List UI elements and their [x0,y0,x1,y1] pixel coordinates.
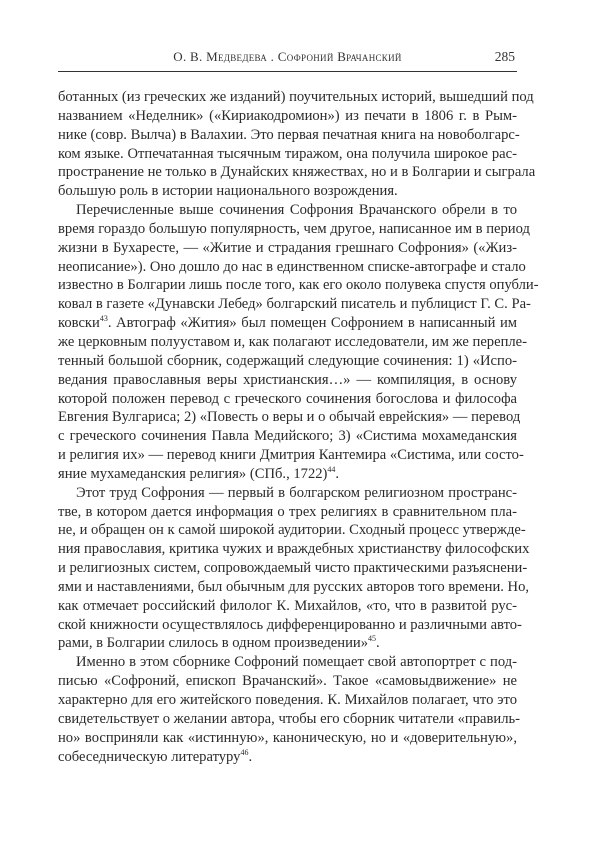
footnote-ref: 45 [368,634,376,644]
text-line [58,484,517,503]
text-line [58,540,530,559]
running-title: О. В. Медведева . Софроний Врачанский [173,49,402,64]
body-text [58,88,539,766]
line-text: ком языке. Отпечатанная тысячным тиражом, она получила широкое рас- [58,145,517,162]
text-line [58,295,531,314]
line-text: время гораздо большую популярность, чем другое, написанное им в период [58,220,530,237]
text-line [58,333,527,352]
text-line [58,390,517,409]
text-line [58,597,517,616]
line-text: но» восприняли как «истинную», каноническую, но и «доверительную», [58,729,517,746]
line-text: и религия их» — перевод книги Дмитрия Кантемира «Систима, или состо- [58,447,524,464]
line-text: жизни в Бухаресте, — «Житие и страдания грешнаго Софрония» («Жиз- [58,239,517,256]
text-line [58,145,517,164]
text-line [58,446,524,465]
line-text: Именно в этом сборнике Софроний помещает свой автопортрет с под- [76,654,517,671]
line-text: ведания православныя веры христианския…» — компиляция, в основу [58,371,517,388]
text-line [58,371,517,390]
text-line [58,729,517,748]
line-text: пространение не только в Дунайских княжествах, но и в Болгарии и сыграла [58,164,536,181]
line-text: же церковным полууставом и, как полагают исследователи, им же перепле- [58,333,527,350]
line-text: ковски [58,315,100,332]
text-line [58,427,517,446]
text-line [58,107,517,126]
line-text: характерно для его житейского поведения. К. Михайлов полагает, что это [58,692,517,708]
text-line [58,220,530,239]
line-text: с греческого сочинения Павла Медийского; 3) «Систима мохамеданския [58,428,517,445]
text-line [58,672,517,691]
line-text: Перечисленные выше сочинения Софрония Врачанского обрели в то [76,202,517,219]
text-line [58,559,528,578]
line-text: и религиозных систем, сопровождаемый чисто практическими разъяснени- [58,560,528,577]
line-text: неописание»). Оно дошло до нас в единственном списке-автографе и стало [58,258,526,275]
line-text: которой положен перевод с греческого сочинения богослова и философа [58,390,517,407]
line-text: ния православия, критика чужих и враждебных христианству философских [58,541,530,558]
text-line [58,408,521,427]
line-text: тенный большой сборник, содержащий следующие сочинения: 1) «Испо- [58,352,517,369]
line-text: ботанных (из греческих же изданий) поучительных историй, вышедший под [58,89,534,105]
text-line [58,276,539,295]
text-line [58,748,517,767]
text-line [58,521,526,540]
line-text-rest: . [335,465,340,482]
text-line [58,126,520,145]
line-text: ской книжности осуществлялось дифференцированно и различными авто- [58,616,522,633]
line-text: названием «Неделник» («Кириакодромион») из печати в 1806 г. в Рым- [58,107,517,124]
text-line [58,503,517,522]
line-text-rest: . Автограф «Жития» был помещен Софронием в написанный им [107,315,517,332]
line-text: не, и обращен он к самой широкой аудитории. Сходный процесс утвержде- [58,522,526,539]
line-text: ковал в газете «Дунавски Лебед» болгарский писатель и публицист Г. С. Ра- [58,296,531,313]
text-line [58,239,517,258]
footnote-ref: 44 [327,464,336,474]
page-number: 285 [494,49,515,64]
line-text: как отмечает российский филолог К. Михайлов, «то, что в развитой рус- [58,597,517,614]
text-line [58,634,517,653]
running-header [58,47,517,72]
line-text: свидетельствует о желании автора, чтобы его сборник читатели «правиль- [58,710,520,727]
text-line [58,465,517,484]
line-text-rest: . [376,635,380,652]
footnote-ref: 46 [240,747,249,757]
text-line [58,88,534,107]
line-text: яние мухамеданския религия» (СПб., 1722) [58,465,328,482]
line-text: Евгения Вулгариса; 2) «Повесть о веры и о обычай еврейския» — перевод [58,409,521,426]
line-text: известно в Болгарии лишь после того, как его около полувека спустя опубли- [58,277,539,294]
text-line [58,352,517,371]
line-text: собеседническую литературу [58,748,241,765]
line-text: Этот труд Софрония — первый в болгарском религиозном пространс- [76,484,517,501]
text-line [58,314,517,333]
text-line [58,182,517,201]
line-text-rest: . [248,748,253,765]
line-text: ями и наставлениями, был обычным для русских авторов того времени. Но, [58,578,530,595]
text-line [58,710,520,729]
line-text: рами, в Болгарии слилось в одном произведении» [58,635,368,652]
line-text: большую роль в истории национального возрождения. [58,183,398,200]
text-line [58,258,526,277]
text-line [58,616,522,635]
footnote-ref: 43 [99,314,108,324]
line-text: нике (совр. Вылча) в Валахии. Это первая печатная книга на новоболгарс- [58,126,520,143]
text-line [58,201,517,220]
line-text: тве, в котором дается информация о трех религиях в сравнительном пла- [58,503,517,520]
text-line [58,691,517,710]
text-line [58,163,536,182]
text-line [58,653,517,672]
line-text: писью «Софроний, епископ Врачанский». Такое «самовыдвижение» не [58,673,517,690]
text-line [58,578,530,597]
